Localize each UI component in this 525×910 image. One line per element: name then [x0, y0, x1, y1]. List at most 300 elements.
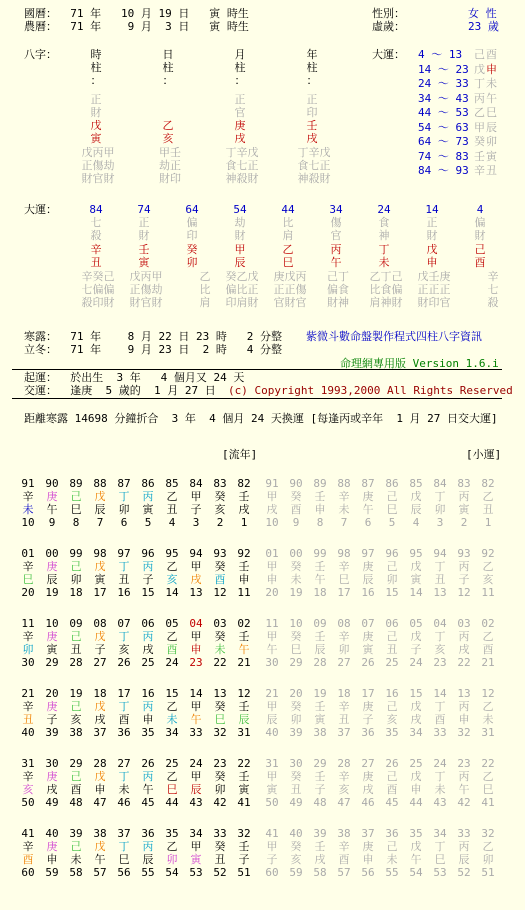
liunian-gan: 壬 [238, 840, 250, 853]
xiaoyun-gan: 己 [386, 840, 398, 853]
xiaoyun-age: 58 [313, 866, 327, 879]
liunian-age: 15 [141, 586, 155, 599]
dayun-age: 74 [137, 203, 151, 216]
xiaoyun-year: 16 [385, 687, 399, 700]
start-line1: 起運： 於出生 3 年 4 個月又 24 天 [24, 371, 245, 384]
liunian-year: 23 [213, 757, 227, 770]
liunian-age: 27 [93, 656, 107, 669]
xiaoyun-gan: 戊 [410, 490, 422, 503]
liunian-age: 4 [168, 516, 176, 529]
xiaoyun-gan: 癸 [290, 630, 302, 643]
xiaoyun-age: 25 [385, 656, 399, 669]
pillar-shishen: 正 [90, 93, 102, 106]
xiaoyun-gan: 辛 [338, 630, 350, 643]
liunian-age: 11 [237, 586, 251, 599]
liunian-zhi: 申 [94, 783, 106, 796]
xiaoyun-zhi: 辰 [314, 643, 326, 656]
liunian-year: 86 [141, 477, 155, 490]
xiaoyun-year: 32 [481, 827, 495, 840]
xiaoyun-year: 85 [409, 477, 423, 490]
dayun-canggan: 己丁 [327, 270, 349, 283]
xiaoyun-zhi: 巳 [290, 643, 302, 656]
liunian-gan: 丙 [142, 840, 154, 853]
xiaoyun-gan: 丙 [458, 560, 470, 573]
liunian-gan: 庚 [46, 840, 58, 853]
liunian-gan: 庚 [46, 700, 58, 713]
xiaoyun-zhi: 辰 [362, 573, 374, 586]
liunian-gan: 壬 [238, 700, 250, 713]
liunian-zhi: 未 [166, 713, 178, 726]
xiaoyun-gan: 丙 [458, 700, 470, 713]
xiaoyun-gan: 戊 [410, 560, 422, 573]
liunian-zhi: 酉 [118, 713, 130, 726]
dayun-canggan: 戊壬庚 [417, 270, 451, 283]
gender-label: 性別： [372, 7, 405, 20]
xiaoyun-age: 34 [409, 726, 423, 739]
dayun-age: 44 [281, 203, 295, 216]
liunian-zhi: 巳 [70, 503, 82, 516]
xiaoyun-zhi: 亥 [482, 573, 494, 586]
xiaoyun-gan: 丙 [458, 490, 470, 503]
liunian-year: 10 [45, 617, 59, 630]
liunian-age: 35 [141, 726, 155, 739]
liunian-gan: 甲 [190, 630, 202, 643]
xiaoyun-age: 38 [313, 726, 327, 739]
liunian-gan: 丙 [142, 490, 154, 503]
liunian-year: 17 [117, 687, 131, 700]
xiaoyun-zhi: 亥 [386, 713, 398, 726]
xiaoyun-age: 55 [385, 866, 399, 879]
xiaoyun-gan: 丁 [434, 630, 446, 643]
dayun-gan: 甲 [234, 243, 246, 256]
dayun-shishen: 偏 [474, 216, 486, 229]
xiaoyun-zhi: 巳 [338, 573, 350, 586]
xiaoyun-age: 56 [361, 866, 375, 879]
liunian-zhi: 卯 [22, 643, 34, 656]
xiaoyun-gan: 癸 [290, 700, 302, 713]
liunian-age: 22 [213, 656, 227, 669]
liunian-age: 3 [192, 516, 200, 529]
xiaoyun-year: 33 [457, 827, 471, 840]
xiaoyun-gan: 乙 [482, 840, 494, 853]
dayun-range: 4 ～ 13 [418, 48, 463, 61]
gender-value: 女 性 [468, 7, 497, 20]
xiaoyun-gan: 壬 [314, 840, 326, 853]
xiaoyun-zhi: 卯 [338, 643, 350, 656]
xiaoyun-zhi: 申 [410, 783, 422, 796]
xiaoyun-zhi: 子 [314, 783, 326, 796]
xiaoyun-zhi: 戌 [458, 643, 470, 656]
xiaoyun-gan: 乙 [482, 490, 494, 503]
brand-title: 紫微斗數命盤製作程式四柱八字資訊 [306, 330, 482, 343]
xiaoyun-year: 31 [265, 757, 279, 770]
xiaoyun-age: 48 [313, 796, 327, 809]
xiaoyun-year: 41 [265, 827, 279, 840]
pillar-gan: 戊 [90, 119, 102, 132]
liunian-zhi: 戌 [46, 783, 58, 796]
dayun-zhi: 寅 [138, 256, 150, 269]
dayun-zhi: 丑 [90, 256, 102, 269]
liunian-age: 41 [237, 796, 251, 809]
liunian-age: 9 [48, 516, 56, 529]
xiaoyun-gan: 丁 [434, 840, 446, 853]
liunian-age: 58 [69, 866, 83, 879]
xiaoyun-age: 32 [457, 726, 471, 739]
liunian-age: 19 [45, 586, 59, 599]
liunian-zhi: 丑 [70, 643, 82, 656]
dayun-canggan-ss2: 財印官 [417, 296, 451, 309]
xiaoyun-age: 52 [457, 866, 471, 879]
dayun-canggan-ss: 正傷劫 [129, 283, 163, 296]
liunian-zhi: 亥 [70, 713, 82, 726]
liunian-year: 00 [45, 547, 59, 560]
pillar-shishen: 印 [306, 106, 318, 119]
liunian-zhi: 子 [142, 573, 154, 586]
liunian-year: 26 [141, 757, 155, 770]
liunian-gan: 戊 [94, 700, 106, 713]
liunian-age: 43 [189, 796, 203, 809]
dayun-gan: 戊 [474, 62, 485, 76]
liunian-gan: 壬 [238, 770, 250, 783]
pillar-canggan: 丁辛戊 [225, 146, 259, 159]
liunian-age: 32 [213, 726, 227, 739]
jieqi-line2: 立冬： 71 年 9 月 23 日 2 時 4 分整 [24, 343, 282, 356]
liunian-age: 38 [69, 726, 83, 739]
liunian-year: 82 [237, 477, 251, 490]
xiaoyun-year: 07 [361, 617, 375, 630]
liunian-gan: 甲 [190, 840, 202, 853]
liunian-gan: 丁 [118, 560, 130, 573]
liunian-year: 18 [93, 687, 107, 700]
xiaoyun-zhi: 午 [314, 573, 326, 586]
xiaoyun-year: 01 [265, 547, 279, 560]
liunian-year: 98 [93, 547, 107, 560]
pillar-zhi: 亥 [162, 132, 174, 145]
liunian-age: 7 [96, 516, 104, 529]
dayun-shishen: 神 [378, 229, 390, 242]
xiaoyun-year: 91 [265, 477, 279, 490]
liunian-zhi: 申 [142, 713, 154, 726]
xiaoyun-gan: 甲 [266, 560, 278, 573]
liunian-gan: 己 [70, 770, 82, 783]
pillar-canggan-ss2: 財官財 [81, 172, 115, 185]
xiaoyun-age: 3 [436, 516, 444, 529]
liunian-zhi: 申 [190, 643, 202, 656]
xiaoyun-age: 21 [481, 656, 495, 669]
xiaoyun-zhi: 辰 [266, 713, 278, 726]
xiaoyun-gan: 丁 [434, 490, 446, 503]
xiaoyun-age: 18 [313, 586, 327, 599]
liunian-gan: 丙 [142, 630, 154, 643]
xiaoyun-year: 99 [313, 547, 327, 560]
xiaoyun-zhi: 寅 [410, 573, 422, 586]
xiaoyun-age: 12 [457, 586, 471, 599]
liunian-gan: 甲 [190, 560, 202, 573]
pillar-gan: 壬 [306, 119, 318, 132]
xiaoyun-zhi: 亥 [290, 853, 302, 866]
liunian-year: 33 [213, 827, 227, 840]
xiaoyun-age: 7 [340, 516, 348, 529]
xiaoyun-zhi: 申 [314, 503, 326, 516]
liunian-gan: 癸 [214, 490, 226, 503]
liunian-age: 25 [141, 656, 155, 669]
xiaoyun-zhi: 卯 [290, 713, 302, 726]
dayun-shishen: 財 [474, 229, 486, 242]
liunian-age: 60 [21, 866, 35, 879]
dayun-canggan-ss2: 印肩財 [225, 296, 259, 309]
liunian-age: 17 [93, 586, 107, 599]
xiaoyun-year: 00 [289, 547, 303, 560]
xiaoyun-age: 26 [361, 656, 375, 669]
xiaoyun-year: 19 [313, 687, 327, 700]
dayun-gan: 乙 [282, 243, 294, 256]
liunian-year: 14 [189, 687, 203, 700]
xiaoyun-gan: 甲 [266, 630, 278, 643]
liunian-age: 21 [237, 656, 251, 669]
dayun-canggan-ss2: 殺 [487, 296, 499, 309]
liunian-zhi: 寅 [190, 853, 202, 866]
xiaoyun-zhi: 巳 [434, 853, 446, 866]
liunian-age: 36 [117, 726, 131, 739]
xiaoyun-year: 84 [433, 477, 447, 490]
xiaoyun-year: 87 [361, 477, 375, 490]
dayun-shishen: 傷 [330, 216, 342, 229]
xiaoyun-year: 20 [289, 687, 303, 700]
xiaoyun-age: 29 [289, 656, 303, 669]
dayun-canggan: 戊丙甲 [129, 270, 163, 283]
liunian-year: 22 [237, 757, 251, 770]
xiaoyun-gan: 庚 [362, 630, 374, 643]
xiaoyun-zhi: 寅 [458, 503, 470, 516]
liunian-zhi: 卯 [214, 783, 226, 796]
xiaoyun-zhi: 子 [410, 643, 422, 656]
xiaoyun-zhi: 丑 [386, 643, 398, 656]
xiaoyun-gan: 辛 [338, 490, 350, 503]
liunian-age: 46 [117, 796, 131, 809]
liunian-year: 19 [69, 687, 83, 700]
liunian-zhi: 酉 [22, 853, 34, 866]
xiaoyun-year: 17 [361, 687, 375, 700]
xiaoyun-age: 45 [385, 796, 399, 809]
xiaoyun-age: 44 [409, 796, 423, 809]
pillar-zhi: 寅 [90, 132, 102, 145]
liunian-year: 36 [141, 827, 155, 840]
liunian-year: 38 [93, 827, 107, 840]
liunian-zhi: 巳 [22, 573, 34, 586]
dayun-range: 64 ～ 73 [418, 135, 469, 148]
liunian-gan: 丙 [142, 700, 154, 713]
liunian-year: 40 [45, 827, 59, 840]
dayun-canggan: 辛癸己 [81, 270, 115, 283]
xiaoyun-year: 06 [385, 617, 399, 630]
xiaoyun-age: 37 [337, 726, 351, 739]
dayun-canggan-ss: 正正傷 [273, 283, 307, 296]
dayun-gan: 辛 [90, 243, 102, 256]
dayun-zhi: 辰 [234, 256, 246, 269]
xiaoyun-gan: 辛 [338, 700, 350, 713]
xiaoyun-age: 47 [337, 796, 351, 809]
xiaoyun-age: 24 [409, 656, 423, 669]
pillar-canggan: 戊丙甲 [81, 146, 115, 159]
pillar-shishen: 正 [306, 93, 318, 106]
liunian-gan: 戊 [94, 630, 106, 643]
dayun-shishen: 財 [138, 229, 150, 242]
liunian-year: 09 [69, 617, 83, 630]
pillar-canggan-ss2: 神殺財 [297, 172, 331, 185]
liunian-age: 5 [144, 516, 152, 529]
liunian-age: 53 [189, 866, 203, 879]
xiaoyun-age: 5 [388, 516, 396, 529]
xiaoyun-zhi: 巳 [482, 783, 494, 796]
liunian-year: 12 [237, 687, 251, 700]
xiaoyun-gan: 己 [386, 630, 398, 643]
xiaoyun-zhi: 未 [290, 573, 302, 586]
liunian-gan: 己 [70, 630, 82, 643]
xiaoyun-gan: 丁 [434, 770, 446, 783]
dayun-canggan-ss: 七 [487, 283, 499, 296]
xiaoyun-gan: 乙 [482, 560, 494, 573]
dayun-shishen: 殺 [90, 229, 102, 242]
dayun-range: 74 ～ 83 [418, 149, 469, 163]
xiaoyun-year: 13 [457, 687, 471, 700]
start-line2: 交運： 逢庚 5 歲的 1 月 27 日 [24, 384, 216, 397]
xiaoyun-age: 60 [265, 866, 279, 879]
pillar-zhi: 戌 [234, 132, 246, 145]
xiaoyun-gan: 庚 [362, 560, 374, 573]
xiaoyun-zhi: 卯 [434, 503, 446, 516]
xiaoyun-age: 9 [292, 516, 300, 529]
liunian-year: 02 [237, 617, 251, 630]
dayun-gan: 丙 [330, 243, 342, 256]
liunian-year: 96 [141, 547, 155, 560]
age-label: 虛歲： [372, 20, 405, 33]
liunian-gan: 己 [70, 560, 82, 573]
pillar-colon: ： [306, 74, 318, 87]
dayun-canggan-ss2: 官財官 [273, 296, 307, 309]
liunian-year: 95 [165, 547, 179, 560]
liunian-age: 23 [189, 656, 203, 669]
xiaoyun-age: 46 [361, 796, 375, 809]
xiaoyun-gan: 戊 [410, 770, 422, 783]
xiaoyun-age: 49 [289, 796, 303, 809]
liunian-gan: 乙 [166, 630, 178, 643]
dayun-zhi: 辰 [486, 120, 497, 134]
xiaoyun-year: 89 [313, 477, 327, 490]
liunian-gan: 庚 [46, 490, 58, 503]
liunian-gan: 壬 [238, 560, 250, 573]
xiaoyun-year: 26 [385, 757, 399, 770]
xiaoyun-age: 20 [265, 586, 279, 599]
liunian-year: 89 [69, 477, 83, 490]
xiaoyun-zhi: 亥 [338, 783, 350, 796]
liunian-zhi: 戌 [142, 643, 154, 656]
liunian-gan: 丁 [118, 770, 130, 783]
brand-version: 命理網專用版 Version 1.6.i [340, 357, 499, 370]
dayun-side-label: 大運： [372, 48, 405, 61]
pillar-canggan-ss: 食七正 [225, 159, 259, 172]
dayun-age: 54 [233, 203, 247, 216]
xiaoyun-age: 53 [433, 866, 447, 879]
liunian-zhi: 午 [46, 503, 58, 516]
dayun-zhi: 巳 [282, 256, 294, 269]
liunian-age: 57 [93, 866, 107, 879]
dayun-zhi: 巳 [486, 106, 497, 119]
xiaoyun-gan: 辛 [338, 840, 350, 853]
liunian-zhi: 巳 [166, 783, 178, 796]
pillar-colon: ： [162, 74, 174, 87]
liunian-year: 30 [45, 757, 59, 770]
dayun-zhi: 丑 [486, 164, 497, 177]
liunian-zhi: 子 [238, 853, 250, 866]
jieqi-line1: 寒露： 71 年 8 月 22 日 23 時 2 分整 [24, 330, 282, 343]
xiaoyun-gan: 癸 [290, 770, 302, 783]
liunian-zhi: 亥 [214, 503, 226, 516]
liunian-year: 32 [237, 827, 251, 840]
dayun-canggan-ss: 偏比正 [225, 283, 259, 296]
dayun-canggan-ss2: 財官財 [129, 296, 163, 309]
liunian-age: 2 [216, 516, 224, 529]
liunian-age: 26 [117, 656, 131, 669]
liunian-age: 20 [21, 586, 35, 599]
xiaoyun-gan: 庚 [362, 490, 374, 503]
dayun-gan: 壬 [138, 243, 150, 256]
xiaoyun-age: 41 [481, 796, 495, 809]
liunian-age: 24 [165, 656, 179, 669]
liunian-zhi: 亥 [166, 573, 178, 586]
dayun-shishen: 偏 [186, 216, 198, 229]
xiaoyun-age: 11 [481, 586, 495, 599]
xiaoyun-age: 59 [289, 866, 303, 879]
pillar-shishen: 正 [234, 93, 246, 106]
liunian-year: 15 [165, 687, 179, 700]
xiaoyun-year: 97 [361, 547, 375, 560]
liunian-gan: 丙 [142, 770, 154, 783]
dayun-age: 34 [329, 203, 343, 216]
xiaoyun-zhi: 巳 [386, 503, 398, 516]
dayun-gan: 癸 [474, 135, 485, 148]
liunian-gan: 戊 [94, 490, 106, 503]
dayun-canggan-ss: 比 [199, 283, 211, 296]
liunian-age: 56 [117, 866, 131, 879]
liunian-age: 34 [165, 726, 179, 739]
liunian-gan: 乙 [166, 770, 178, 783]
xiaoyun-year: 04 [433, 617, 447, 630]
xiaoyun-year: 94 [433, 547, 447, 560]
liunian-gan: 戊 [94, 770, 106, 783]
liunian-zhi: 未 [118, 783, 130, 796]
liunian-age: 39 [45, 726, 59, 739]
pillar-colon: ： [234, 74, 246, 87]
dayun-canggan-ss: 偏食 [327, 283, 349, 296]
xiaoyun-age: 35 [385, 726, 399, 739]
liunian-age: 30 [21, 656, 35, 669]
dayun-zhi: 申 [426, 256, 438, 269]
xiaoyun-gan: 戊 [410, 840, 422, 853]
xiaoyun-age: 14 [409, 586, 423, 599]
xiaoyun-zhi: 子 [458, 573, 470, 586]
liunian-zhi: 子 [46, 713, 58, 726]
liunian-age: 31 [237, 726, 251, 739]
liunian-age: 59 [45, 866, 59, 879]
liunian-year: 39 [69, 827, 83, 840]
liunian-year: 08 [93, 617, 107, 630]
liunian-age: 13 [189, 586, 203, 599]
liunian-year: 85 [165, 477, 179, 490]
liunian-gan: 丁 [118, 700, 130, 713]
xiaoyun-zhi: 午 [362, 503, 374, 516]
dayun-zhi: 未 [378, 256, 390, 269]
liunian-age: 12 [213, 586, 227, 599]
